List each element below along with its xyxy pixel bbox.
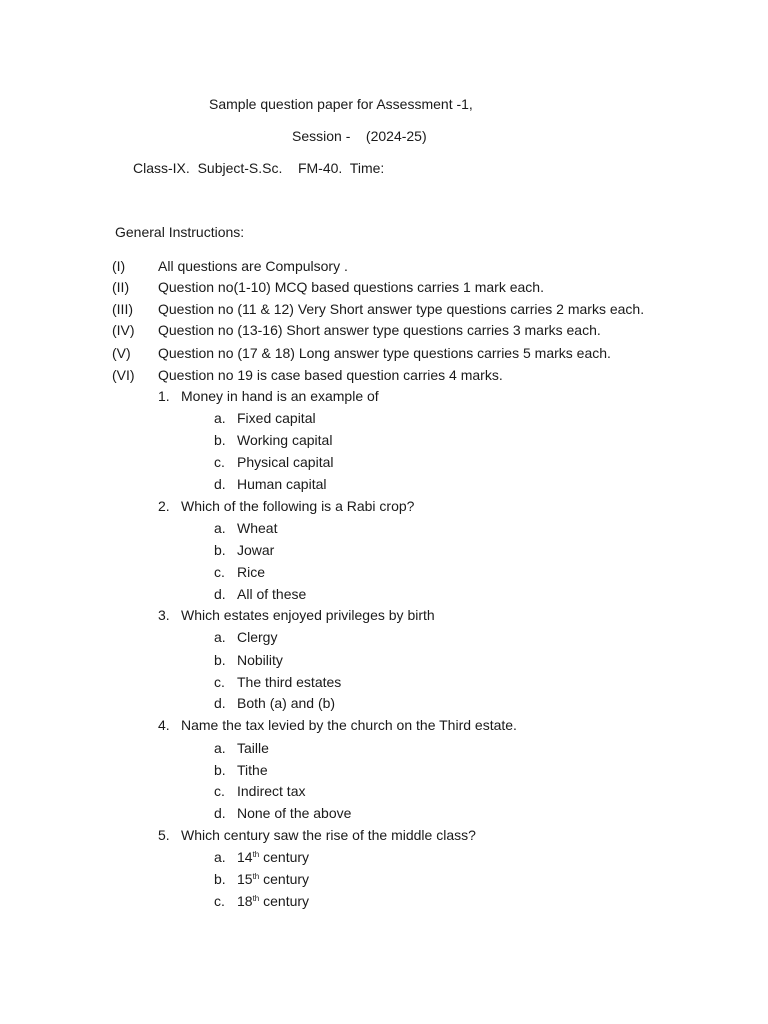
question-number: 4. <box>158 717 170 733</box>
option-century-word: century <box>259 871 310 887</box>
option-label: b. <box>214 652 226 668</box>
session-line: Session - (2024-25) <box>292 128 427 144</box>
question-number: 3. <box>158 607 170 623</box>
ordinal-suffix: th <box>252 872 260 881</box>
option-label: a. <box>214 740 226 756</box>
option-century-word: century <box>259 893 310 909</box>
option-century-word: century <box>259 849 310 865</box>
option-label: c. <box>214 783 225 799</box>
option-century-number: 18 <box>237 893 253 909</box>
class-subject-line: Class-IX. Subject-S.Sc. FM-40. Time: <box>133 160 385 176</box>
option-text: Human capital <box>237 476 327 492</box>
option-label: b. <box>214 432 226 448</box>
option-text: All of these <box>237 586 307 602</box>
option-label: c. <box>214 564 225 580</box>
option-label: c. <box>214 674 225 690</box>
option-text: None of the above <box>237 805 352 821</box>
instruction-text: Question no (11 & 12) Very Short answer type questions carries 2 marks each. <box>158 301 645 317</box>
option-label: d. <box>214 586 226 602</box>
option-label: b. <box>214 871 226 887</box>
option-text: Fixed capital <box>237 410 316 426</box>
question-text: Name the tax levied by the church on the Third estate. <box>181 717 517 733</box>
option-label: b. <box>214 762 226 778</box>
option-label: a. <box>214 849 226 865</box>
ordinal-suffix: th <box>252 850 260 859</box>
option-text <box>237 848 309 866</box>
option-text: Working capital <box>237 432 333 448</box>
instruction-number: (II) <box>112 279 130 295</box>
option-text: Wheat <box>237 520 278 536</box>
option-label: c. <box>214 454 225 470</box>
instruction-number: (VI) <box>112 367 135 383</box>
question-text: Which estates enjoyed privileges by birth <box>181 607 435 623</box>
question-text: Money in hand is an example of <box>181 388 379 404</box>
option-text: Physical capital <box>237 454 334 470</box>
option-century-number: 15 <box>237 871 253 887</box>
instruction-text: Question no 19 is case based question carries 4 marks. <box>158 367 503 383</box>
option-label: c. <box>214 893 225 909</box>
question-number: 2. <box>158 498 170 514</box>
instructions-heading: General Instructions: <box>115 224 245 240</box>
instruction-number: (III) <box>112 301 133 317</box>
option-text: Rice <box>237 564 266 580</box>
option-label: a. <box>214 410 226 426</box>
instruction-text: Question no (13-16) Short answer type questions carries 3 marks each. <box>158 322 601 338</box>
instruction-number: (IV) <box>112 322 135 338</box>
instruction-number: (V) <box>112 345 131 361</box>
option-label: d. <box>214 695 226 711</box>
instruction-text: Question no (17 & 18) Long answer type questions carries 5 marks each. <box>158 345 611 361</box>
question-text: Which of the following is a Rabi crop? <box>181 498 415 514</box>
option-text: Clergy <box>237 629 278 645</box>
option-text: Jowar <box>237 542 275 558</box>
question-number: 5. <box>158 827 170 843</box>
option-text: Both (a) and (b) <box>237 695 336 711</box>
instruction-text: All questions are Compulsory . <box>158 258 348 274</box>
option-label: d. <box>214 476 226 492</box>
option-label: b. <box>214 542 226 558</box>
option-label: d. <box>214 805 226 821</box>
option-text <box>237 870 309 888</box>
option-century-number: 14 <box>237 849 253 865</box>
instruction-number: (I) <box>112 258 126 274</box>
question-number: 1. <box>158 388 170 404</box>
option-text: The third estates <box>237 674 342 690</box>
instruction-text: Question no(1-10) MCQ based questions carries 1 mark each. <box>158 279 544 295</box>
option-text: Tithe <box>237 762 268 778</box>
option-text: Nobility <box>237 652 283 668</box>
ordinal-suffix: th <box>252 894 260 903</box>
option-text <box>237 892 309 910</box>
option-text: Indirect tax <box>237 783 306 799</box>
question-text: Which century saw the rise of the middle class? <box>181 827 476 843</box>
option-text: Taille <box>237 740 269 756</box>
option-label: a. <box>214 629 226 645</box>
option-label: a. <box>214 520 226 536</box>
paper-title: Sample question paper for Assessment -1, <box>209 96 473 112</box>
